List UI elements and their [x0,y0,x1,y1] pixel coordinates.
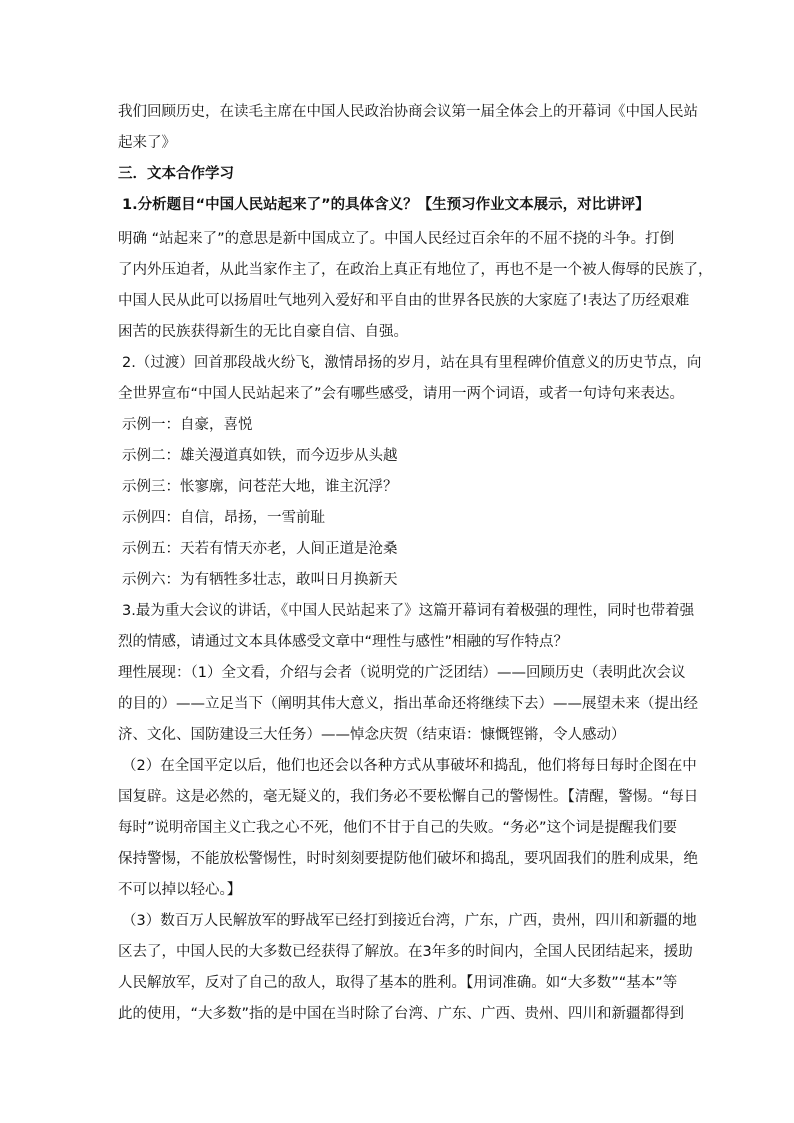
text-line: （2）在全国平定以后，他们也还会以各种方式从事破坏和捣乱，他们将每日每时企图在中 [122,758,697,774]
text-line: 起来了》 [118,135,176,151]
text-line: 困苦的民族获得新生的无比自豪自信、自强。 [118,324,408,340]
text-line: 3.最为重大会议的讲话，《中国人民站起来了》这篇开幕词有着极强的理性，同时也带着强 [122,603,695,619]
text-line: 中国人民从此可以扬眉吐气地列入爱好和平自由的世界各民族的大家庭了!表达了历经艰难 [118,293,690,309]
text-line: 不可以掉以轻心。】 [118,882,242,898]
text-line: 我们回顾历史，在读毛主席在中国人民政治协商会议第一届全体会上的开幕词《中国人民站 [118,104,698,120]
text-line: 烈的情感，请通过文本具体感受文章中“理性与感性”相融的写作特点？ [118,634,569,650]
text-line: 每时”说明帝国主义亡我之心不死，他们不甘于自己的失败。“务必”这个词是提醒我们要 [118,820,678,836]
text-line: （3）数百万人民解放军的野战军已经打到接近台湾，广东，广西，贵州，四川和新疆的地 [122,913,697,929]
text-line: 保持警惕，不能放松警惕性，时时刻刻要提防他们破坏和捣乱，要巩固我们的胜利成果，绝 [118,851,698,867]
example-line: 示例五：天若有情天亦老，人间正道是沧桑 [122,541,398,557]
text-line: 此的使用，“大多数”指的是中国在当时除了台湾、广东、广西、贵州、四川和新疆都得到 [118,1006,685,1022]
text-line: 2.（过渡）回首那段战火纷飞，激情昂扬的岁月，站在具有里程碑价值意义的历史节点，向 [122,355,702,371]
text-line: 明确 “站起来了”的意思是新中国成立了。中国人民经过百余年的不屈不挠的斗争。打倒 [118,231,675,247]
text-line: 了内外压迫者，从此当家作主了，在政治上真正有地位了，再也不是一个被人侮辱的民族了， [118,262,713,278]
section-heading: 三．文本合作学习 [118,166,234,182]
example-line: 示例六：为有牺牲多壮志，敢叫日月换新天 [122,572,398,588]
example-line: 示例三：怅寥廓，问苍茫大地，谁主沉浮？ [122,479,398,495]
text-line: 济、文化、国防建设三大任务）——悼念庆贺（结束语：慷慨铿锵，令人感动） [118,727,626,743]
text-line: 国复辟。这是必然的，毫无疑义的，我们务必不要松懈自己的警惕性。【清醒，警惕。“每日 [118,789,699,805]
text-line: 全世界宣布“中国人民站起来了”会有哪些感受，请用一两个词语，或者一句诗句来表达。 [118,386,685,402]
text-line: 理性展现：（1）全文看，介绍与会者（说明党的广泛团结）——回顾历史（表明此次会议 [118,665,686,681]
example-line: 示例一：自豪，喜悦 [122,417,253,433]
text-line: 区去了，中国人民的大多数已经获得了解放。在3年多的时间内，全国人民团结起来，援助 [118,944,693,960]
example-line: 示例二：雄关漫道真如铁，而今迈步从头越 [122,448,398,464]
text-line: 的目的）——立足当下（阐明其伟大意义，指出革命还将继续下去）——展望未来（提出经 [118,696,698,712]
text-line: 人民解放军，反对了自己的敌人，取得了基本的胜利。【用词准确。如“大多数”“基本”等 [118,975,678,991]
question-heading: 1.分析题目“中国人民站起来了”的具体含义？【生预习作业文本展示，对比讲评】 [122,197,650,213]
example-line: 示例四：自信，昂扬，一雪前耻 [122,510,325,526]
